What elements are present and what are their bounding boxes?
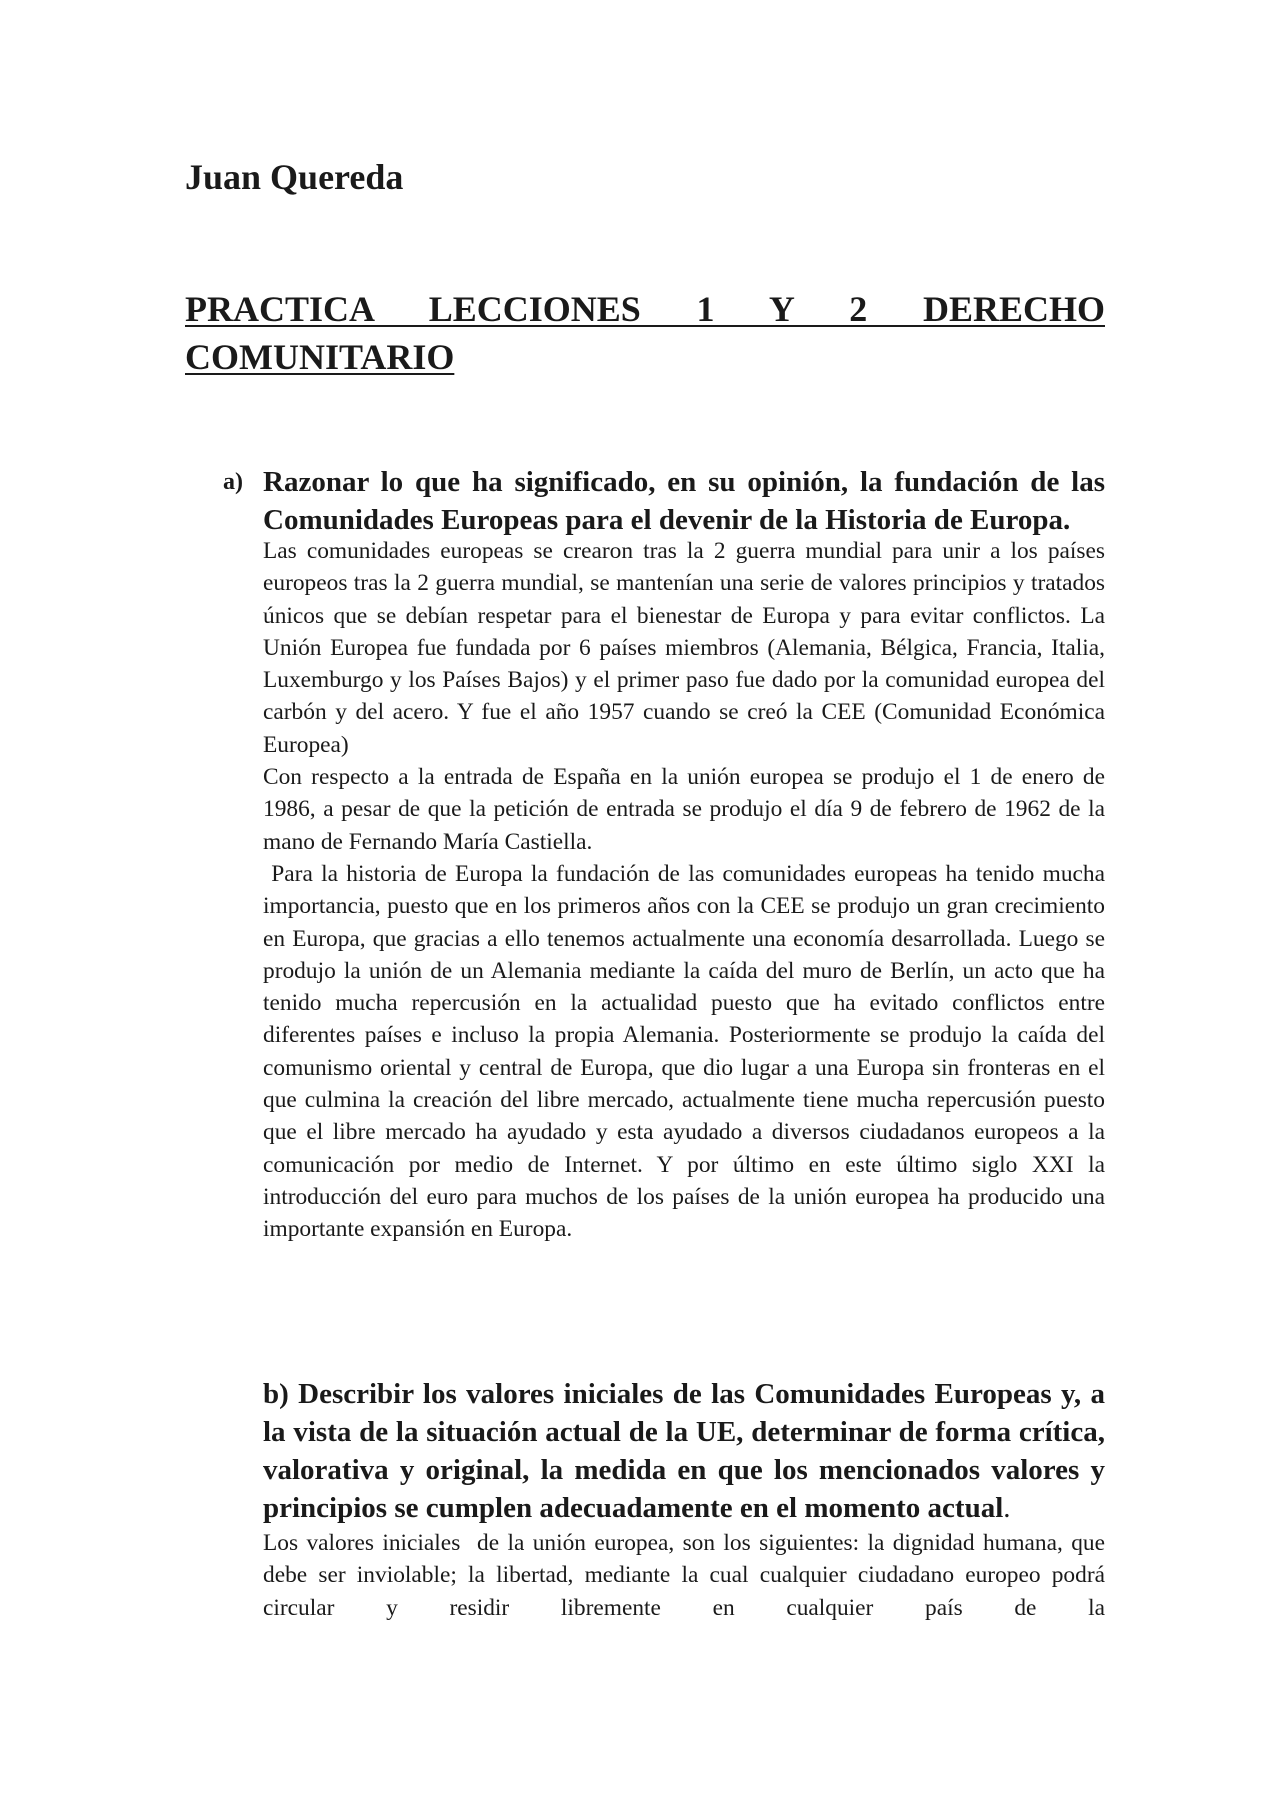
section-a (223, 463, 1111, 1246)
section-b (263, 1375, 1111, 1624)
paragraph-b-1-text: Los valores iniciales de la unión europea, son los siguientes: la dignidad humana, que debe ser inviolable; la libertad, mediante la cual cualquier ciudadano europeo podrá circular y residir libremente en cualquier país de la (263, 1530, 1111, 1621)
paragraph-a-3: Para la historia de Europa la fundación de las comunidades europeas ha tenido mucha importancia, puesto que en los primeros años con la CEE se produjo un gran crecimiento en Europa, que gracias a ello tenemos actualmente una economía desarrollada. Luego se produjo la unión de un Alemania mediante la caída del muro de Berlín, un acto que ha tenido mucha repercusión en la actualidad puesto que ha evitado conflictos entre diferentes países e incluso la propia Alemania. Posteriormente se produjo la caída del comunismo oriental y central de Europa, que dio lugar a una Europa sin fronteras en el que culmina la creación del libre mercado, actualmente tiene mucha repercusión puesto que el libre mercado ha ayudado y esta ayudado a diversos ciudadanos europeos a la comunicación por medio de Internet. Y por último en este último siglo XXI la introducción del euro para muchos de los países de la unión europea ha producido una importante expansión en Europa. (263, 860, 1111, 1243)
paragraph-b-1 (263, 1527, 1111, 1624)
question-a: Razonar lo que ha significado, en su opinión, la fundación de las Comunidades Europeas para el devenir de la Historia de Europa. (263, 466, 1105, 536)
question-b-period: . (1003, 1492, 1011, 1524)
question-b (263, 1375, 1105, 1527)
page-title (185, 285, 1105, 381)
paragraph-a-1: Las comunidades europeas se crearon tras la 2 guerra mundial para unir a los países europeos tras la 2 guerra mundial, se mantenían una serie de valores principios y tratados únicos que se debían respetar para el bienestar de Europa y para evitar conflictos. La Unión Europea fue fundada por 6 países miembros (Alemania, Bélgica, Francia, Italia, Luxemburgo y los Países Bajos) y el primer paso fue dado por la comunidad europea del carbón y del acero. Y fue el año 1957 cuando se creó la CEE (Comunidad Económica Europea) (263, 538, 1105, 758)
paragraph-a-2: Con respecto a la entrada de España en la unión europea se produjo el 1 de enero de 1986, a pesar de que la petición de entrada se produjo el día 9 de febrero de 1962 de la mano de Fernando María Castiella. (263, 764, 1105, 855)
question-b-text: b) Describir los valores iniciales de las Comunidades Europeas y, a la vista de la situación actual de la UE, determinar de forma crítica, valorativa y original, la medida en que los mencionados valores y principios se cumplen adecuadamente en el momento actual (263, 1378, 1105, 1524)
list-marker-a: a) (223, 469, 243, 495)
title-line-2: COMUNITARIO (185, 337, 455, 377)
author-name: Juan Quereda (185, 157, 404, 197)
title-line-1: PRACTICA LECCIONES 1 Y 2 DERECHO (185, 289, 1105, 329)
